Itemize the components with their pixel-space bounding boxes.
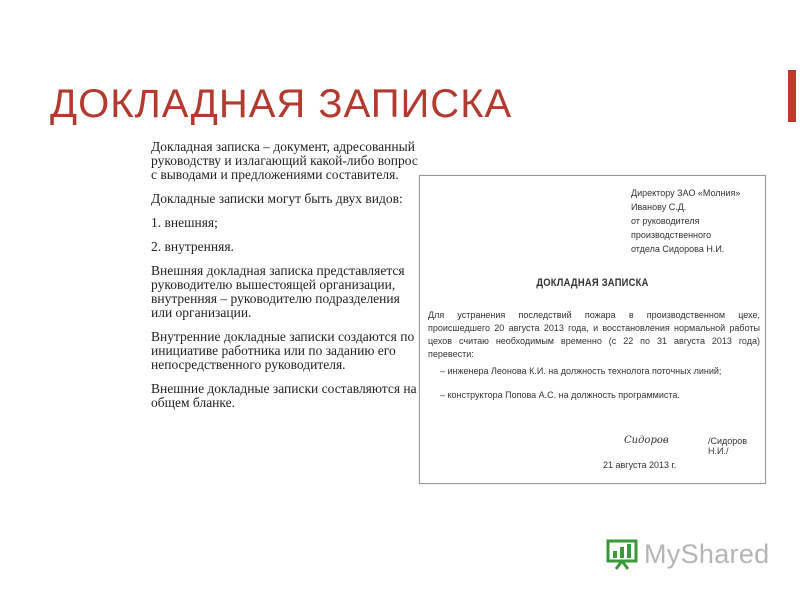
memo-list-item: – инженера Леонова К.И. на должность технолога поточных линий; — [440, 366, 722, 376]
body-paragraph: Докладная записка – документ, адресованный руководству и излагающий какой-либо вопрос с выводами и предложениями составителя. — [151, 139, 418, 182]
watermark-text: MyShared — [644, 538, 770, 569]
body-paragraph: 2. внутренняя. — [151, 239, 234, 254]
memo-addressee-line: Иванову С.Д. — [631, 202, 687, 212]
body-paragraph: Внешняя докладная записка представляется руководителю вышестоящей организации, внутренняя – руководителю подразделения или организации. — [151, 263, 405, 320]
memo-addressee — [631, 186, 761, 256]
watermark-logo — [606, 536, 769, 572]
memo-signer: /Сидоров Н.И./ — [708, 436, 748, 456]
accent-bar — [788, 70, 796, 122]
body-paragraph: 1. внешняя; — [151, 215, 218, 230]
memo-date: 21 августа 2013 г. — [603, 460, 677, 470]
body-paragraph: Докладные записки могут быть двух видов: — [151, 191, 403, 206]
memo-list-item: – конструктора Попова А.С. на должность программиста. — [440, 390, 680, 400]
memo-addressee-line: отдела Сидорова Н.И. — [631, 244, 725, 254]
slide-body — [151, 140, 421, 420]
memo-addressee-line: от руководителя производственного — [631, 216, 712, 240]
body-paragraph: Внутренние докладные записки создаются по инициативе работника или по заданию его непосредственного руководителя. — [151, 329, 415, 372]
memo-sample-image — [419, 175, 766, 484]
memo-title: ДОКЛАДНАЯ ЗАПИСКА — [536, 277, 649, 289]
myshared-logo-icon — [606, 537, 640, 571]
body-paragraph: Внешние докладные записки составляются на общем бланке. — [151, 381, 417, 410]
memo-addressee-line: Директору ЗАО «Молния» — [631, 188, 741, 198]
memo-signature: Сидоров — [624, 435, 669, 446]
memo-paragraph: Для устранения последствий пожара в производственном цехе, происшедшего 20 августа 2013 года, и восстановления нормальной работы цехов считаю необходимым временно (с 22 по 31 августа 2013 года) перевести: — [428, 310, 760, 359]
slide-title: ДОКЛАДНАЯ ЗАПИСКА — [50, 82, 513, 126]
